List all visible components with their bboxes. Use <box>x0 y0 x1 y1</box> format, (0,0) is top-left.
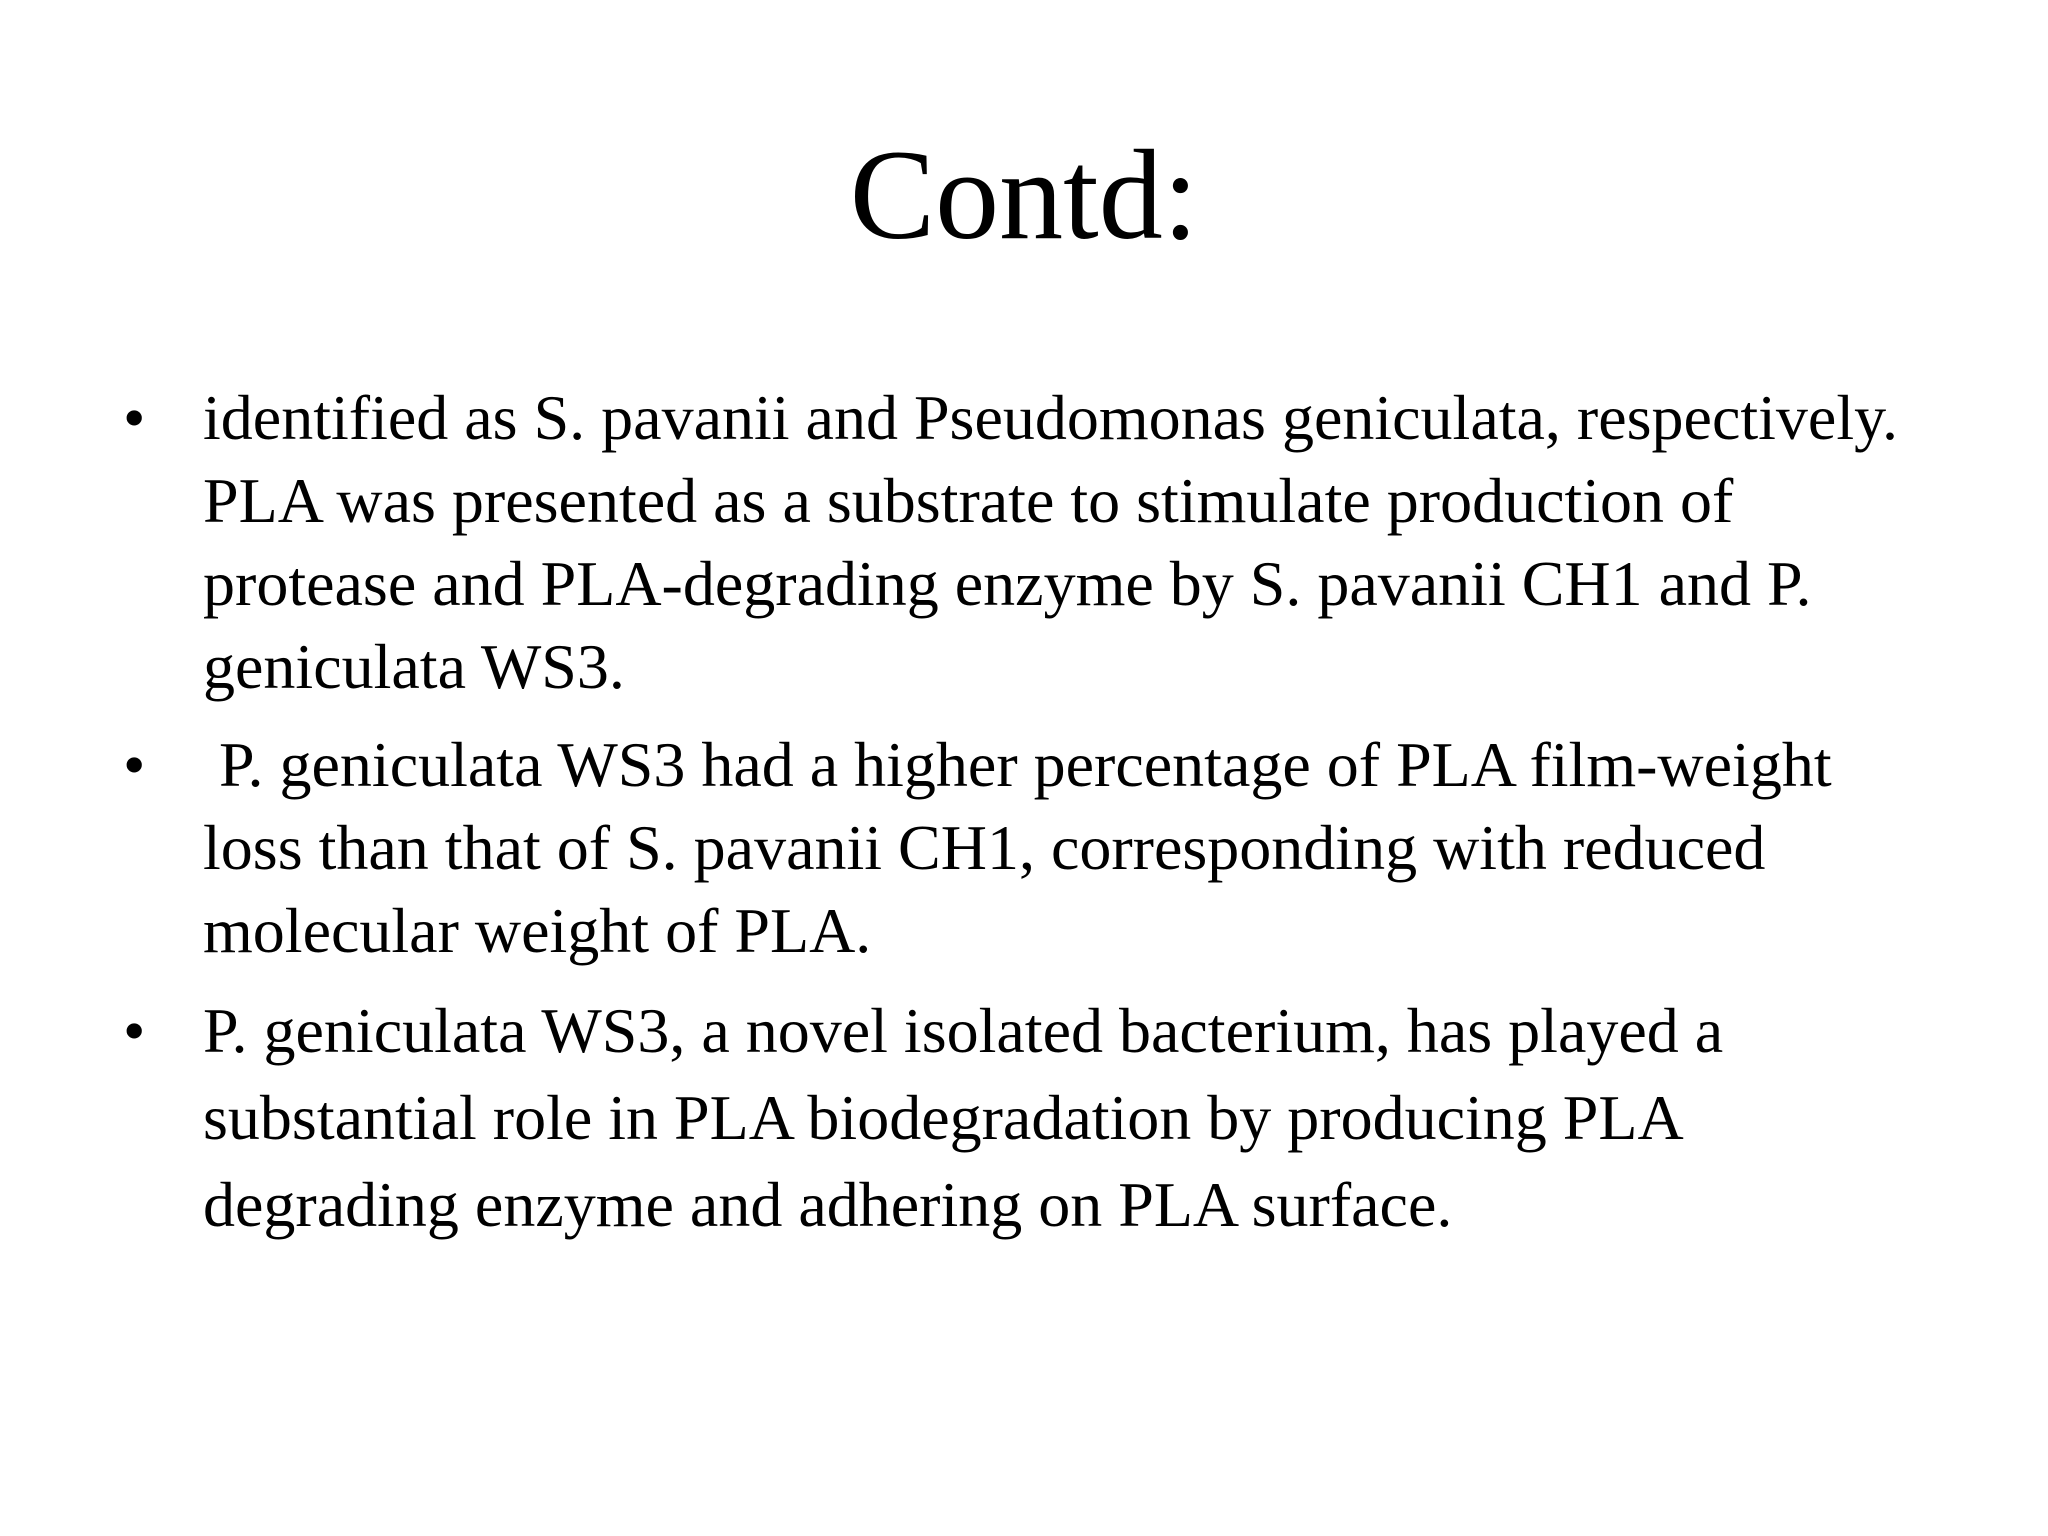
bullet-item <box>123 723 1903 972</box>
slide-title: Contd: <box>849 124 1199 266</box>
bullet-item <box>123 376 1903 708</box>
bullet-icon: • <box>123 729 146 800</box>
bullet-text: P. geniculata WS3 had a higher percentage of PLA film-weight loss than that of S. pavanii CH1, corresponding with reduced molecular weight of PLA. <box>203 729 1848 966</box>
bullet-list <box>123 376 1903 1263</box>
bullet-text: identified as S. pavanii and Pseudomonas geniculata, respectively. PLA was presented as a substrate to stimulate production of protease and PLA-degrading enzyme by S. pavanii CH1 and P. geniculata WS3. <box>203 382 1898 702</box>
bullet-text: P. geniculata WS3, a novel isolated bacterium, has played a substantial role in PLA biodegradation by producing PLA degrading enzyme and adhering on PLA surface. <box>203 995 1724 1240</box>
bullet-icon: • <box>123 995 146 1066</box>
bullet-item <box>123 987 1903 1248</box>
bullet-icon: • <box>123 382 146 453</box>
